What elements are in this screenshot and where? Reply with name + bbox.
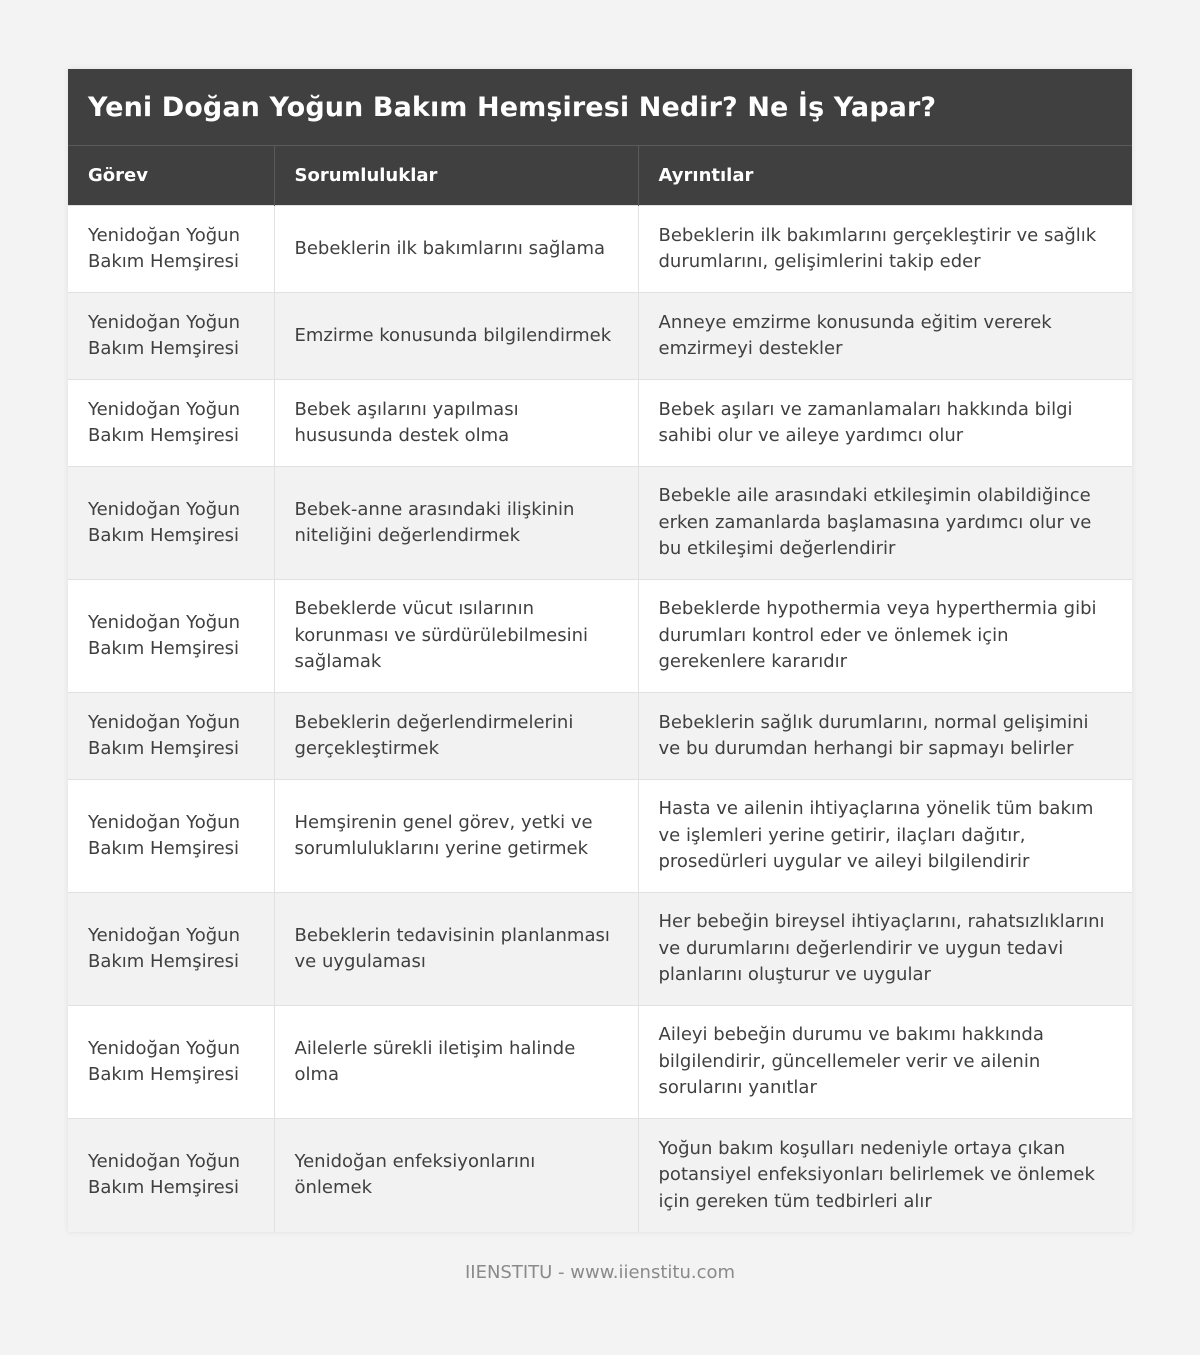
table-row [68,1006,1132,1119]
table-row [68,293,1132,380]
cell-sorumluluk: Bebeklerde vücut ısılarının korunması ve sürdürülebilmesini sağlamak [274,580,638,693]
footer-credit: IIENSTITU - www.iienstitu.com [464,1262,736,1283]
cell-sorumluluk: Bebeklerin ilk bakımlarını sağlama [274,206,638,293]
table-row [68,780,1132,893]
cell-sorumluluk: Bebeklerin tedavisinin planlanması ve uygulaması [274,893,638,1006]
cell-ayrinti: Bebeklerin sağlık durumlarını, normal gelişimini ve bu durumdan herhangi bir sapmayı belirler [638,693,1132,780]
cell-gorev: Yenidoğan Yoğun Bakım Hemşiresi [68,580,274,693]
cell-gorev: Yenidoğan Yoğun Bakım Hemşiresi [68,467,274,580]
header-row [68,146,1132,206]
cell-gorev: Yenidoğan Yoğun Bakım Hemşiresi [68,780,274,893]
cell-ayrinti: Bebeklerde hypothermia veya hyperthermia gibi durumları kontrol eder ve önlemek için gerekenlere kararıdır [638,580,1132,693]
cell-sorumluluk: Bebeklerin değerlendirmelerini gerçekleştirmek [274,693,638,780]
table-row [68,380,1132,467]
cell-sorumluluk: Bebek-anne arasındaki ilişkinin niteliğini değerlendirmek [274,467,638,580]
cell-sorumluluk: Hemşirenin genel görev, yetki ve sorumluluklarını yerine getirmek [274,780,638,893]
table-row [68,206,1132,293]
column-header-gorev: Görev [68,146,274,206]
page-title: Yeni Doğan Yoğun Bakım Hemşiresi Nedir? Ne İş Yapar? [88,91,937,123]
cell-ayrinti: Bebekle aile arasındaki etkileşimin olabildiğince erken zamanlarda başlamasına yardımcı olur ve bu etkileşimi değerlendirir [638,467,1132,580]
cell-ayrinti: Yoğun bakım koşulları nedeniyle ortaya çıkan potansiyel enfeksiyonları belirlemek ve önlemek için gereken tüm tedbirleri alır [638,1119,1132,1232]
column-header-sorumluluklar: Sorumluluklar [274,146,638,206]
cell-gorev: Yenidoğan Yoğun Bakım Hemşiresi [68,206,274,293]
cell-gorev: Yenidoğan Yoğun Bakım Hemşiresi [68,380,274,467]
column-header-ayrintilar: Ayrıntılar [638,146,1132,206]
cell-ayrinti: Her bebeğin bireysel ihtiyaçlarını, rahatsızlıklarını ve durumlarını değerlendirir ve uygun tedavi planlarını oluşturur ve uygular [638,893,1132,1006]
table-row [68,693,1132,780]
table-header [68,146,1132,206]
cell-sorumluluk: Yenidoğan enfeksiyonlarını önlemek [274,1119,638,1232]
duties-table [68,145,1132,1232]
cell-ayrinti: Aileyi bebeğin durumu ve bakımı hakkında bilgilendirir, güncellemeler verir ve ailenin sorularını yanıtlar [638,1006,1132,1119]
cell-sorumluluk: Bebek aşılarını yapılması hususunda destek olma [274,380,638,467]
cell-gorev: Yenidoğan Yoğun Bakım Hemşiresi [68,693,274,780]
cell-gorev: Yenidoğan Yoğun Bakım Hemşiresi [68,1119,274,1232]
table-row [68,580,1132,693]
cell-ayrinti: Hasta ve ailenin ihtiyaçlarına yönelik tüm bakım ve işlemleri yerine getirir, ilaçları dağıtır, prosedürleri uygular ve aileyi bilgilendirir [638,780,1132,893]
cell-ayrinti: Bebeklerin ilk bakımlarını gerçekleştirir ve sağlık durumlarını, gelişimlerini takip eder [638,206,1132,293]
cell-sorumluluk: Ailelerle sürekli iletişim halinde olma [274,1006,638,1119]
title-bar [68,69,1132,145]
cell-ayrinti: Bebek aşıları ve zamanlamaları hakkında bilgi sahibi olur ve aileye yardımcı olur [638,380,1132,467]
table-row [68,893,1132,1006]
cell-gorev: Yenidoğan Yoğun Bakım Hemşiresi [68,1006,274,1119]
cell-gorev: Yenidoğan Yoğun Bakım Hemşiresi [68,293,274,380]
cell-ayrinti: Anneye emzirme konusunda eğitim vererek emzirmeyi destekler [638,293,1132,380]
cell-gorev: Yenidoğan Yoğun Bakım Hemşiresi [68,893,274,1006]
table-row [68,1119,1132,1232]
table-row [68,467,1132,580]
cell-sorumluluk: Emzirme konusunda bilgilendirmek [274,293,638,380]
table-body [68,206,1132,1232]
table-card [68,69,1132,1232]
